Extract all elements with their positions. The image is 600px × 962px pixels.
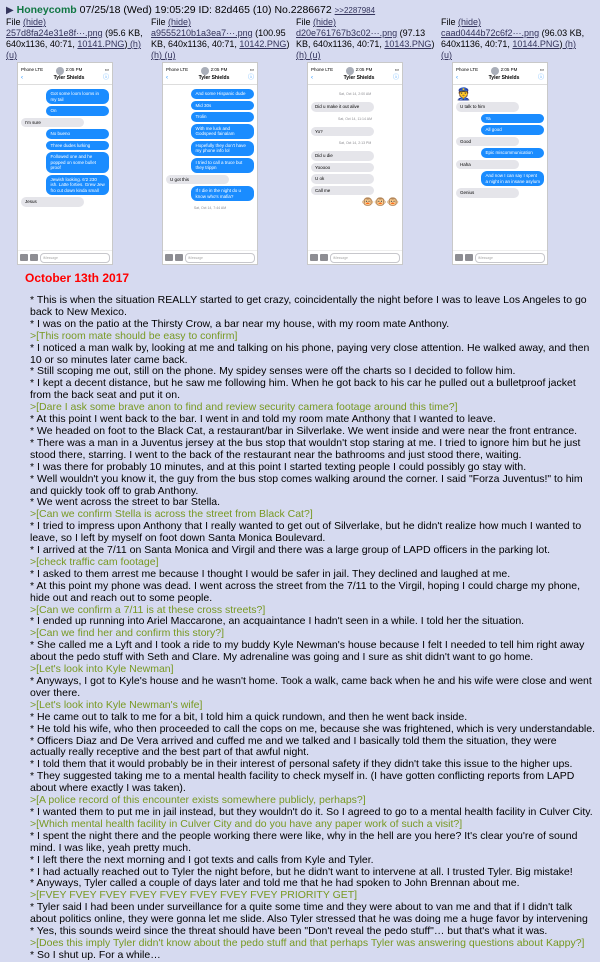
received-bubble: Call me: [311, 186, 374, 196]
contact-name: Tyler Shields: [198, 74, 230, 81]
body-line: * Anyways, I got to Kyle's house and he wasn't home. Took a walk, came back when he and his wife were close and went over there.: [30, 675, 592, 699]
body-line: * I was on the patio at the Thirsty Crow, a bar near my house, with my room mate Anthony.: [30, 317, 450, 330]
back-chevron-icon: ‹: [21, 74, 23, 81]
message-list: [163, 85, 257, 218]
file-url-link[interactable]: (u): [162, 50, 176, 60]
message-timestamp: Sat, Oct 14, 2:13 PM: [338, 141, 372, 145]
contact-name: Tyler Shields: [488, 74, 520, 81]
received-bubble: U ok: [311, 174, 374, 184]
sent-bubble: All good: [481, 125, 544, 135]
sent-bubble: If I die in the night do u know who's mafia?: [191, 186, 254, 201]
body-line: * This is when the situation REALLY started to get crazy, coincidentally the night before I was to leave Los Angeles to go back to New Mexico.: [30, 294, 587, 318]
greentext-line: >[Let's look into Kyle Newman]: [30, 663, 174, 676]
file-thumbnail[interactable]: [452, 62, 548, 265]
sent-bubble: Hopefully they don't have my phone info lol: [191, 141, 254, 156]
file-hash-link[interactable]: (h): [151, 50, 162, 60]
body-line: * I left there the next morning and I got texts and calls from Kyle and Tyler.: [30, 853, 374, 866]
info-icon: ⓘ: [392, 74, 399, 81]
hide-file-link[interactable]: (hide): [23, 17, 47, 27]
file-paren: ): [124, 39, 128, 49]
info-icon: ⓘ: [537, 74, 544, 81]
body-line: * He came out to talk to me for a bit, I told him a quick rundown, and then he went back inside.: [30, 710, 468, 723]
received-bubble: I'm sure: [21, 118, 84, 128]
body-line: * I spent the night there and the people working there were like, why in the hell are you here? It's clear you're of sound mind. I was like, yeah pretty much.: [30, 829, 578, 854]
imessage-input-bar: [308, 250, 402, 264]
body-line: * There was a man in a Juventus jersey at the bus stop that wouldn't stop staring at me. I tried to ignore him but he just stood there, starring. I went to the back of the restaurant near the bathrooms and just stood there, waiting.: [30, 436, 581, 461]
body-line: * I was there for probably 10 minutes, and at this point I started texting people I could possibly go stay with.: [30, 460, 527, 473]
file-info-line: [296, 17, 440, 28]
file-original-name[interactable]: 10144.PNG: [512, 39, 560, 49]
file-list: [4, 17, 597, 265]
file-hash-link[interactable]: (h): [127, 39, 141, 49]
greentext-line: >[Can we find her and confirm this story?]: [30, 627, 225, 640]
body-line: * Officers Diaz and De Vera arrived and cuffed me and we talked and I basically told them the situation, they were actually really receptive and the best part of that awful night.: [30, 734, 557, 759]
messages-nav: [163, 72, 257, 85]
emoji-message: 🐵🐵🐵: [361, 197, 399, 208]
file-meta: (97.13 KB, 640x1136, 40:71,: [296, 28, 426, 49]
sent-bubble: Trolin: [191, 112, 254, 122]
imessage-input-bar: [453, 250, 547, 264]
poster-id[interactable]: ID: 82d465: [198, 4, 250, 16]
body-line: * I wanted them to put me in jail instead, but they wouldn't do it. So I agreed to go to a mental health facility in Culver City.: [30, 805, 593, 818]
status-time: 2:05 PM: [65, 67, 83, 72]
file-info-line: [441, 17, 585, 28]
file-thumbnail[interactable]: [17, 62, 113, 265]
file-meta: (96.03 KB, 640x1136, 40:71,: [441, 28, 585, 49]
messages-nav: [18, 72, 112, 85]
app-store-icon: [320, 254, 328, 261]
sent-bubble: No bueno: [46, 129, 109, 139]
greentext-line: >[FVEY FVEY FVEY FVEY FVEY FVEY FVEY FVEY PRIORITY GET]: [30, 889, 358, 902]
poster-name: Honeycomb: [16, 4, 77, 16]
back-chevron-icon: ‹: [166, 74, 168, 81]
contact-name: Tyler Shields: [53, 74, 85, 81]
greentext-line: >[Can we confirm a 7/11 is at these cross streets?]: [30, 603, 266, 616]
file-info-line: [6, 17, 150, 28]
body-line: * I tried to impress upon Anthony that I really wanted to get out of Silverlake, but he didn't realize how much I wanted to leave, so I left by myself on foot down Santa Monica Boulevard.: [30, 520, 582, 545]
body-line: * I had actually reached out to Tyler the night before, but he didn't want to intervene at all. I trusted Tyler. Big mistake!: [30, 865, 573, 878]
battery-icon: ▭: [539, 67, 544, 72]
body-line: * I told them that it would probably be in their interest of personal safety if they didn't take this issue to the higher ups.: [30, 758, 573, 771]
battery-icon: ▭: [104, 67, 109, 72]
file-meta: (100.95 KB, 640x1136, 40:71,: [151, 28, 286, 49]
body-line: * Tyler said I had been under surveillance for a quite some time and they were about to van me and that if I didn't talk about politics online, they were gonna let me slide. Also Tyler stressed that he was doing me a huge favor by intervening: [30, 901, 588, 926]
emoji-message: 👮: [456, 87, 471, 101]
sent-bubble: Jewish looking. 6'2 230 ish. Latte forties. Grew Jew fro cut down kinda small: [46, 175, 109, 196]
sent-bubble: And now I can say I spent a night in an insane asylum: [481, 171, 544, 186]
imessage-field: iMessage: [330, 253, 400, 263]
sent-bubble: Ya: [481, 114, 544, 124]
file-entry: [6, 17, 150, 265]
message-timestamp: Sat, Oct 14, 11:14 AM: [338, 116, 372, 121]
file-name-link[interactable]: 257d8fa24e31e8f···.png: [6, 28, 103, 38]
file-original-name[interactable]: 10141.PNG: [77, 39, 125, 49]
carrier: Phone LTE: [166, 67, 189, 72]
received-bubble: Genius: [456, 188, 519, 198]
body-line: * Anyways, Tyler called a couple of days later and told me that he had spoken to John Brennan about me.: [30, 877, 520, 890]
avatar: [56, 67, 64, 75]
app-store-icon: [30, 254, 38, 261]
received-bubble: Good: [456, 137, 519, 147]
body-line: * I arrived at the 7/11 on Santa Monica and Virgil and there was a large group of LAPD officers in the parking lot.: [30, 544, 551, 557]
post-header: [4, 2, 597, 17]
greentext-line: >[Does this imply Tyler didn't know about the pedo stuff and that perhaps Tyler was answering questions about Kappy?]: [30, 936, 585, 949]
app-store-icon: [465, 254, 473, 261]
file-name-link[interactable]: d20e761767b3c02···.png: [296, 28, 398, 38]
camera-icon: [310, 254, 318, 261]
body-line: * I asked to them arrest me because I thought I would be safer in jail. They declined and laughed at me.: [30, 567, 511, 580]
phone-status-bar: [18, 63, 112, 72]
file-thumbnail[interactable]: [307, 62, 403, 265]
sent-bubble: Three dudes lurking: [46, 141, 109, 151]
hide-file-link[interactable]: (hide): [458, 17, 482, 27]
messages-nav: [453, 72, 547, 85]
file-info: [441, 28, 585, 61]
file-hash-link[interactable]: (h): [296, 50, 307, 60]
body-line: * So I shut up. For a while…: [30, 948, 161, 961]
body-line: * Still scoping me out, still on the phone. My spidey senses were off the charts so I decided to follow him.: [30, 365, 516, 378]
app-store-icon: [175, 254, 183, 261]
body-line: * Yes, this sounds weird since the threat should have been "Don't reveal the pedo stuff"… but that's what it was.: [30, 925, 548, 938]
file-info: [151, 28, 295, 61]
body-line: * Well wouldn't you know it, the guy from the bus stop comes walking around the corner. I said "Forza Juventus!" to him and quickly took off to grab Anthony.: [30, 472, 583, 497]
post: [4, 2, 597, 961]
sent-bubble: And some Hispanic dude: [191, 89, 254, 99]
post-body: [30, 295, 595, 962]
greentext-line: >[A police record of this encounter exists somewhere publicly, perhaps?]: [30, 794, 366, 807]
body-line: * I noticed a man walk by, looking at me and talking on his phone, paying very close attention. He walked away, and then 10 or so minutes later came back.: [30, 341, 590, 366]
imessage-field: iMessage: [40, 253, 110, 263]
file-hash-link[interactable]: (h): [562, 39, 576, 49]
greentext-line: >[Which mental health facility in Culver City and do you have any paper work of such a visit?]: [30, 817, 463, 830]
back-chevron-icon: ‹: [456, 74, 458, 81]
sent-bubble: With me luck and Godspeed fainalam: [191, 124, 254, 139]
greentext-line: >[Let's look into Kyle Newman's wife]: [30, 698, 203, 711]
file-label: File: [296, 17, 314, 27]
received-bubble: Did u die: [311, 151, 374, 161]
status-time: 2:05 PM: [210, 67, 228, 72]
post-count: (10): [252, 4, 272, 16]
imessage-field: iMessage: [475, 253, 545, 263]
phone-status-bar: [163, 63, 257, 72]
hide-file-link[interactable]: (hide): [313, 17, 337, 27]
file-paren: ): [559, 39, 563, 49]
imessage-input-bar: [18, 250, 112, 264]
sent-bubble: On: [46, 106, 109, 116]
imessage-input-bar: [163, 250, 257, 264]
body-line: * He told his wife, who then proceeded to call the cops on me, because she was frightened, which is very understandable.: [30, 722, 595, 735]
camera-icon: [455, 254, 463, 261]
file-entry: [151, 17, 295, 265]
received-bubble: Haha: [456, 160, 519, 170]
file-url-link[interactable]: (u): [6, 50, 17, 60]
status-time: 2:05 PM: [355, 67, 373, 72]
message-timestamp: Sat, Oct 14, 7:44 AM: [193, 206, 227, 210]
file-name-link[interactable]: a9555210b1a3ea7···.png: [151, 28, 253, 38]
sent-bubble: Got some loom looms in my tail: [46, 89, 109, 104]
avatar: [346, 67, 354, 75]
sent-bubble: Followed one and he popped on some bullet proof: [46, 152, 109, 173]
back-chevron-icon: ‹: [311, 74, 313, 81]
file-label: File: [441, 17, 459, 27]
battery-icon: ▭: [394, 67, 399, 72]
message-list: [308, 85, 402, 210]
phone-status-bar: [308, 63, 402, 72]
camera-icon: [20, 254, 28, 261]
file-info-line: [151, 17, 295, 28]
received-bubble: Jesus: [21, 197, 84, 207]
body-line: * They suggested taking me to a mental health facility to check myself in. (I have gotten conflicting reports from LAPD about where exactly I was taken).: [30, 770, 575, 795]
camera-icon: [165, 254, 173, 261]
file-original-name[interactable]: 10143.PNG: [384, 39, 432, 49]
post-datetime: 07/25/18 (Wed) 19:05:29: [79, 4, 196, 16]
body-line: * I ended up running into Ariel Maccarone, an acquaintance I hadn't seen in a while. I told her the situation.: [30, 615, 525, 628]
file-paren: ): [286, 39, 290, 49]
status-time: 2:05 PM: [500, 67, 518, 72]
file-meta: (95.6 KB, 640x1136, 40:71,: [6, 28, 143, 49]
body-line: * We headed on foot to the Black Cat, a restaurant/bar in Silverlake. We went inside and were near the front entrance.: [30, 424, 578, 437]
file-info: [6, 28, 150, 61]
received-bubble: Did u make it out alive: [311, 102, 374, 112]
hide-file-link[interactable]: (hide): [168, 17, 192, 27]
post-menu-arrow-icon[interactable]: ▶: [6, 5, 14, 16]
body-line: * I kept a decent distance, but he saw me following him. When he got back to his car he pulled out a bulletproof jacket from the back seat and put it on.: [30, 377, 576, 402]
phone-status-bar: [453, 63, 547, 72]
sent-bubble: Mid 30s: [191, 101, 254, 111]
info-icon: ⓘ: [247, 74, 254, 81]
file-url-link[interactable]: (u): [307, 50, 321, 60]
sent-bubble: Epic miscommunication: [481, 148, 544, 158]
sent-bubble: I tried to call a truce but they trippn: [191, 158, 254, 173]
date-heading: October 13th 2017: [25, 271, 130, 285]
body-line: * At this point my phone was dead. I went across the street from the 7/11 to the Virgil, hoping I could charge my phone, hide out and reach out to some people.: [30, 579, 581, 604]
file-url-link[interactable]: (u): [441, 50, 452, 60]
carrier: Phone LTE: [21, 67, 44, 72]
greentext-line: >[Can we confirm Stella is across the street from Black Cat?]: [30, 508, 313, 521]
carrier: Phone LTE: [456, 67, 479, 72]
greentext-line: >[This room mate should be easy to confirm]: [30, 329, 238, 342]
file-label: File: [6, 17, 24, 27]
file-original-name[interactable]: 10142.PNG: [239, 39, 287, 49]
message-list: [18, 85, 112, 211]
post-number[interactable]: No.2286672: [274, 4, 332, 16]
file-label: File: [151, 17, 169, 27]
received-bubble: Yo?: [311, 127, 374, 137]
avatar: [201, 67, 209, 75]
battery-icon: ▭: [249, 67, 254, 72]
message-timestamp: Sat, Oct 14, 2:00 AM: [338, 92, 372, 96]
received-bubble: U talk to him: [456, 102, 519, 112]
file-entry: [441, 17, 585, 265]
body-line: * At this point I went back to the bar. I went in and told my room mate Anthony that I wanted to leave.: [30, 413, 496, 426]
contact-name: Tyler Shields: [343, 74, 375, 81]
body-line: * She called me a Lyft and I took a ride to my buddy Kyle Newman's house because I felt I needed to tell him right away about the pedo stuff with Seth and Clare. My adrenaline was going and I sure as shit didn't want to go home.: [30, 639, 585, 664]
greentext-line: >[Dare I ask some brave anon to find and review security camera footage around this time?]: [30, 401, 458, 414]
file-info: [296, 28, 440, 61]
greentext-line: >[check traffic cam footage]: [30, 555, 159, 568]
file-thumbnail[interactable]: [162, 62, 258, 265]
imessage-field: iMessage: [185, 253, 255, 263]
message-list: [453, 85, 547, 202]
file-entry: [296, 17, 440, 265]
received-bubble: Yooooo: [311, 163, 374, 173]
file-paren: ): [431, 39, 435, 49]
file-name-link[interactable]: caad0444b72c6f2···.png: [441, 28, 540, 38]
reply-quotelink[interactable]: >>2287984: [334, 6, 376, 15]
carrier: Phone LTE: [311, 67, 334, 72]
info-icon: ⓘ: [102, 74, 109, 81]
messages-nav: [308, 72, 402, 85]
avatar: [491, 67, 499, 75]
received-bubble: U got this: [166, 175, 229, 185]
body-line: * We went across the street to bar Stella.: [30, 496, 221, 509]
